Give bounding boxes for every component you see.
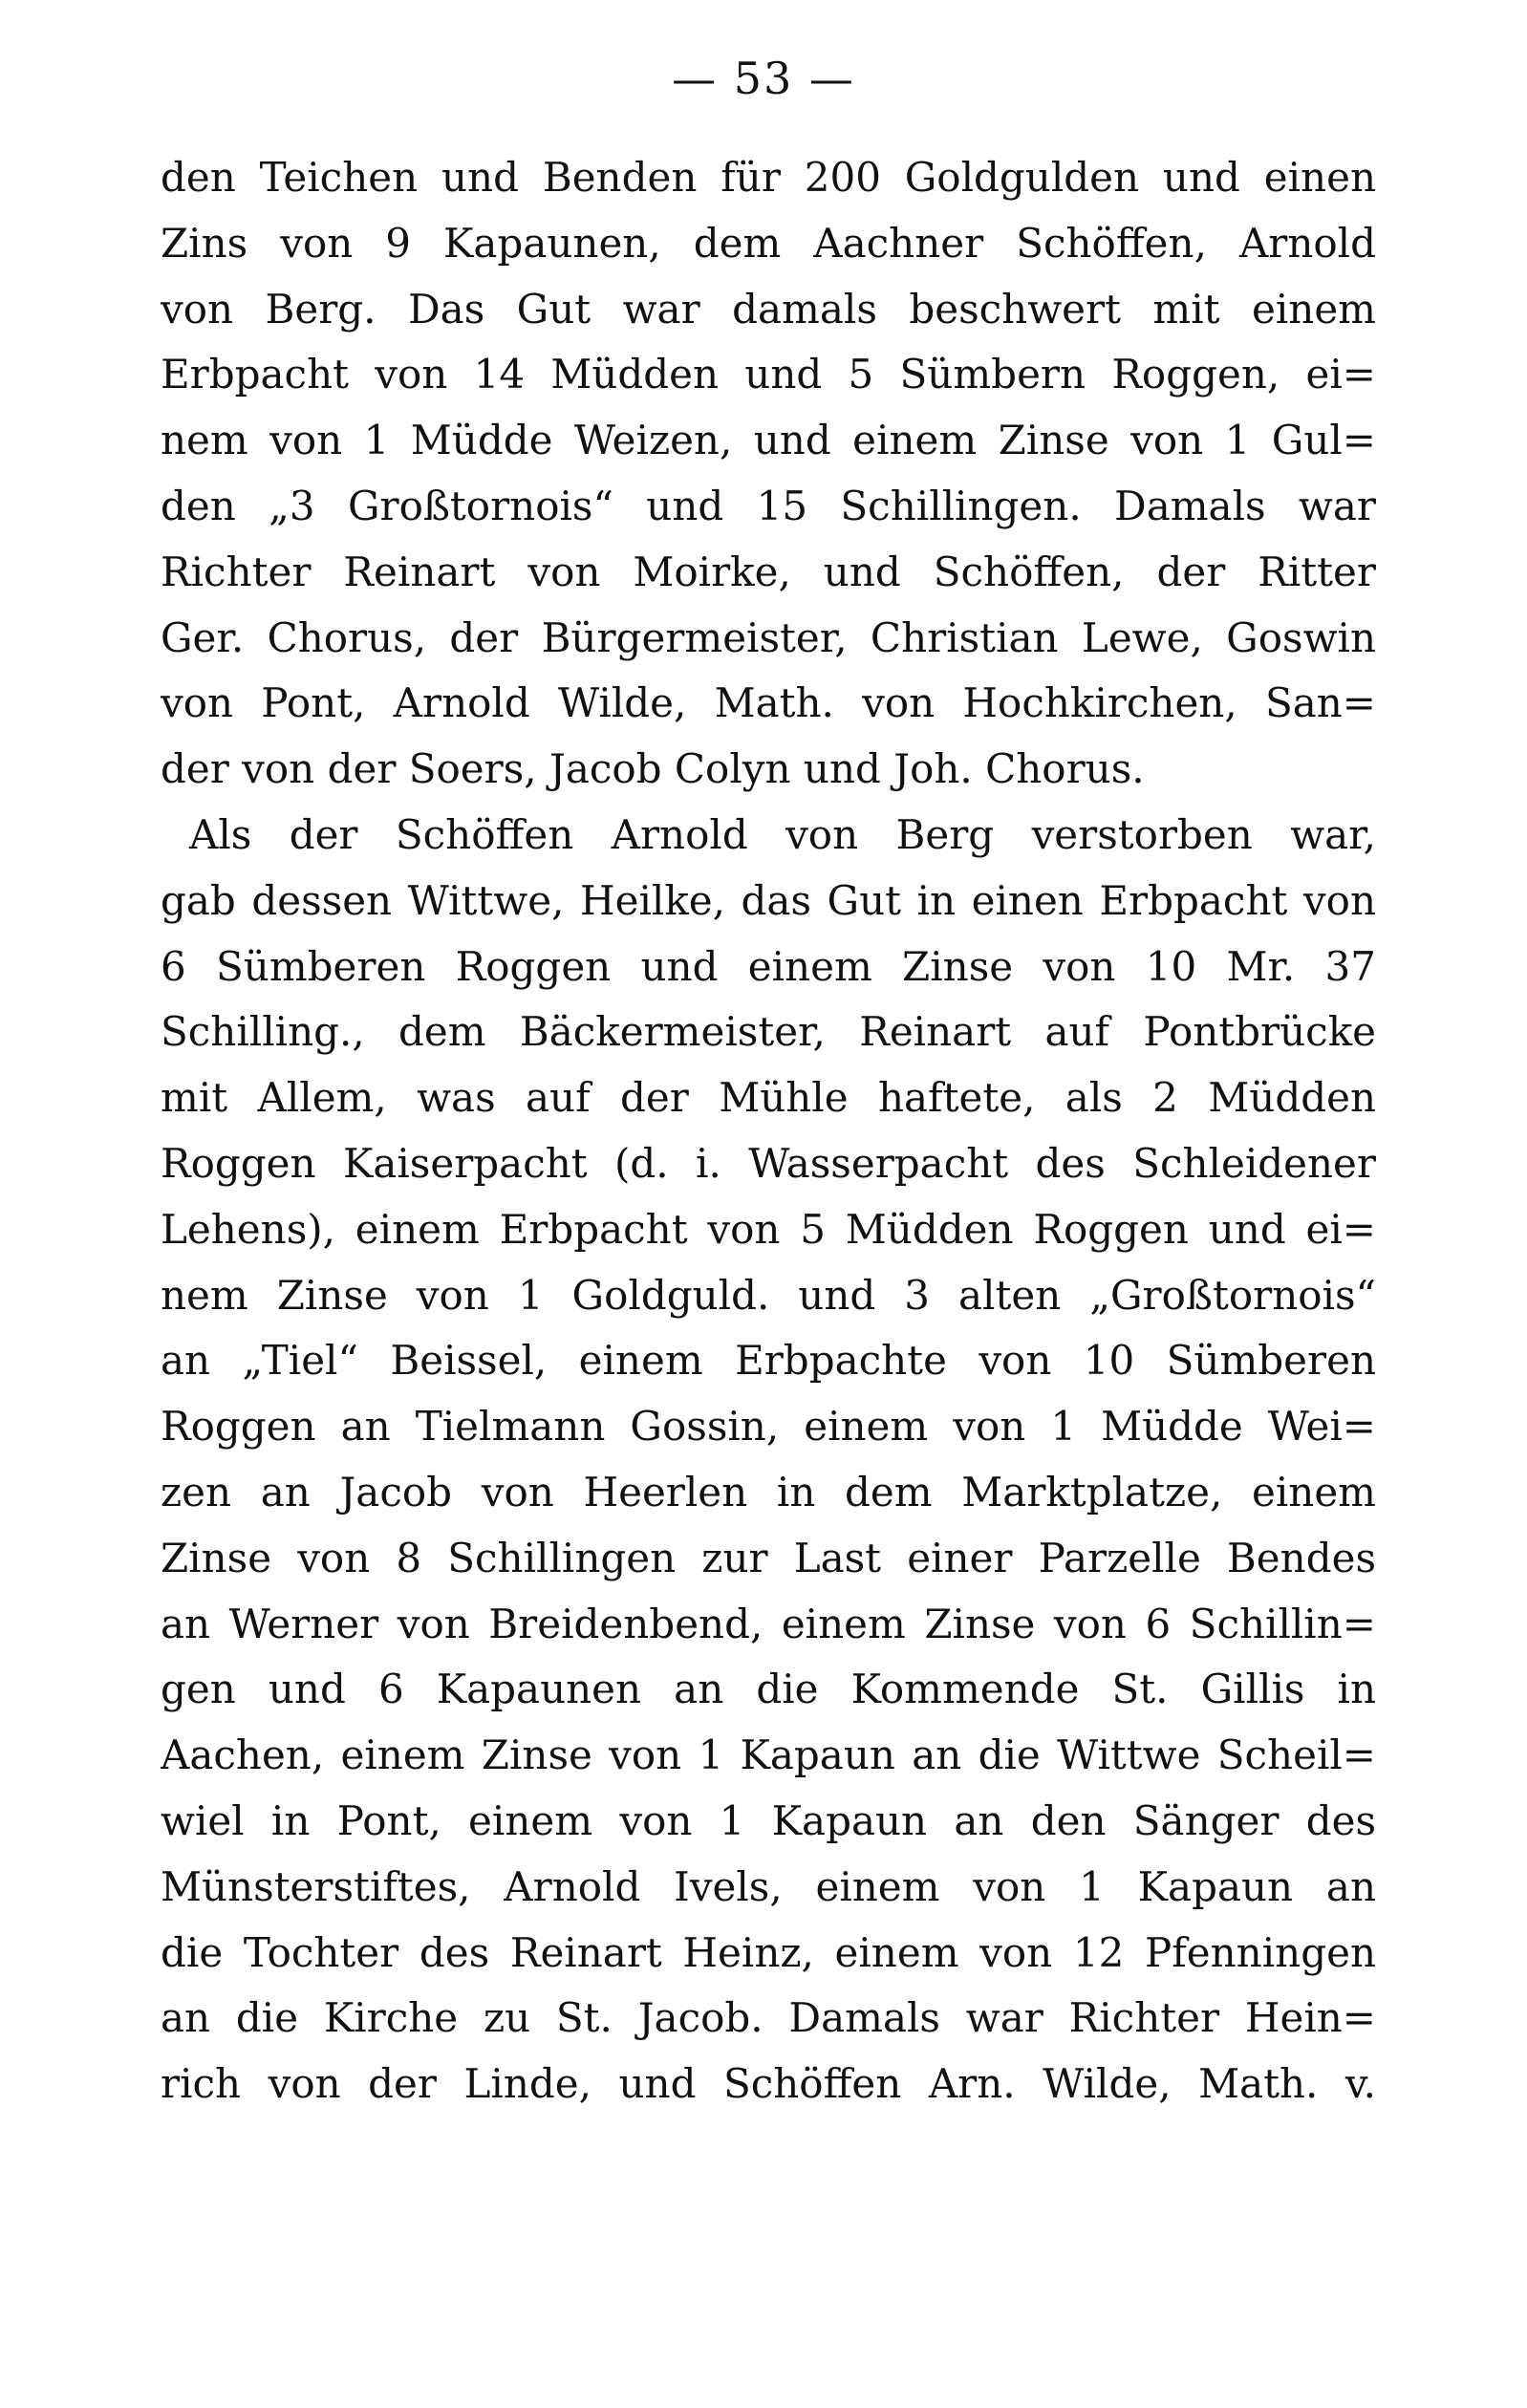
text-line: Zinse von 8 Schillingen zur Last einer Parzelle Bendes [161, 1534, 1376, 1581]
text-line: Ger. Chorus, der Bürgermeister, Christian Lewe, Goswin [161, 613, 1376, 661]
text-line: rich von der Linde, und Schöffen Arn. Wilde, Math. v. [161, 2060, 1376, 2108]
text-line: wiel in Pont, einem von 1 Kapaun an den Sänger des [161, 1796, 1376, 1844]
text-line: an die Kirche zu St. Jacob. Damals war Richter Hein= [161, 1994, 1376, 2042]
text-line: Lehens), einem Erbpacht von 5 Müdden Roggen und ei= [161, 1205, 1376, 1253]
body-text [161, 145, 1376, 2118]
text-line: an Werner von Breidenbend, einem Zinse von 6 Schillin= [161, 1600, 1376, 1647]
text-line: gab dessen Wittwe, Heilke, das Gut in einen Erbpacht von [161, 876, 1376, 924]
text-line: Schilling., dem Bäckermeister, Reinart auf Pontbrücke [161, 1008, 1376, 1056]
text-line: von Pont, Arnold Wilde, Math. von Hochkirchen, San= [161, 679, 1376, 727]
text-line: nem Zinse von 1 Goldguld. und 3 alten „Großtornois“ [161, 1271, 1376, 1319]
text-line: 6 Sümberen Roggen und einem Zinse von 10 Mr. 37 [161, 942, 1376, 990]
text-line: gen und 6 Kapaunen an die Kommende St. Gillis in [161, 1666, 1376, 1713]
page-number: — 53 — [672, 53, 855, 104]
text-line: der von der Soers, Jacob Colyn und Joh. Chorus. [161, 745, 1145, 793]
text-line: die Tochter des Reinart Heinz, einem von 12 Pfenningen [161, 1928, 1376, 1976]
text-line: an „Tiel“ Beissel, einem Erbpachte von 10 Sümberen [161, 1337, 1376, 1385]
text-line: nem von 1 Müdde Weizen, und einem Zinse von 1 Gul= [161, 417, 1376, 464]
text-line: Roggen Kaiserpacht (d. i. Wasserpacht des Schleidener [161, 1139, 1376, 1187]
text-line: den Teichen und Benden für 200 Goldgulden und einen [161, 154, 1376, 201]
text-line: mit Allem, was auf der Mühle haftete, als 2 Müdden [161, 1074, 1376, 1122]
text-line: Münsterstiftes, Arnold Ivels, einem von 1 Kapaun an [161, 1862, 1376, 1910]
text-line: Als der Schöffen Arnold von Berg verstorben war, [189, 810, 1376, 858]
text-line: Zins von 9 Kapaunen, dem Aachner Schöffen, Arnold [161, 219, 1376, 267]
paragraph-2 [161, 803, 1376, 2118]
paragraph-1 [161, 145, 1376, 803]
text-line: Roggen an Tielmann Gossin, einem von 1 Müdde Wei= [161, 1403, 1376, 1451]
text-line: Erbpacht von 14 Müdden und 5 Sümbern Roggen, ei= [161, 351, 1376, 398]
text-line: Aachen, einem Zinse von 1 Kapaun an die Wittwe Scheil= [161, 1731, 1376, 1779]
text-line: zen an Jacob von Heerlen in dem Marktplatze, einem [161, 1468, 1376, 1516]
text-line: von Berg. Das Gut war damals beschwert mit einem [161, 285, 1376, 333]
text-line: Richter Reinart von Moirke, und Schöffen, der Ritter [161, 548, 1376, 595]
text-line: den „3 Großtornois“ und 15 Schillingen. Damals war [161, 482, 1376, 529]
